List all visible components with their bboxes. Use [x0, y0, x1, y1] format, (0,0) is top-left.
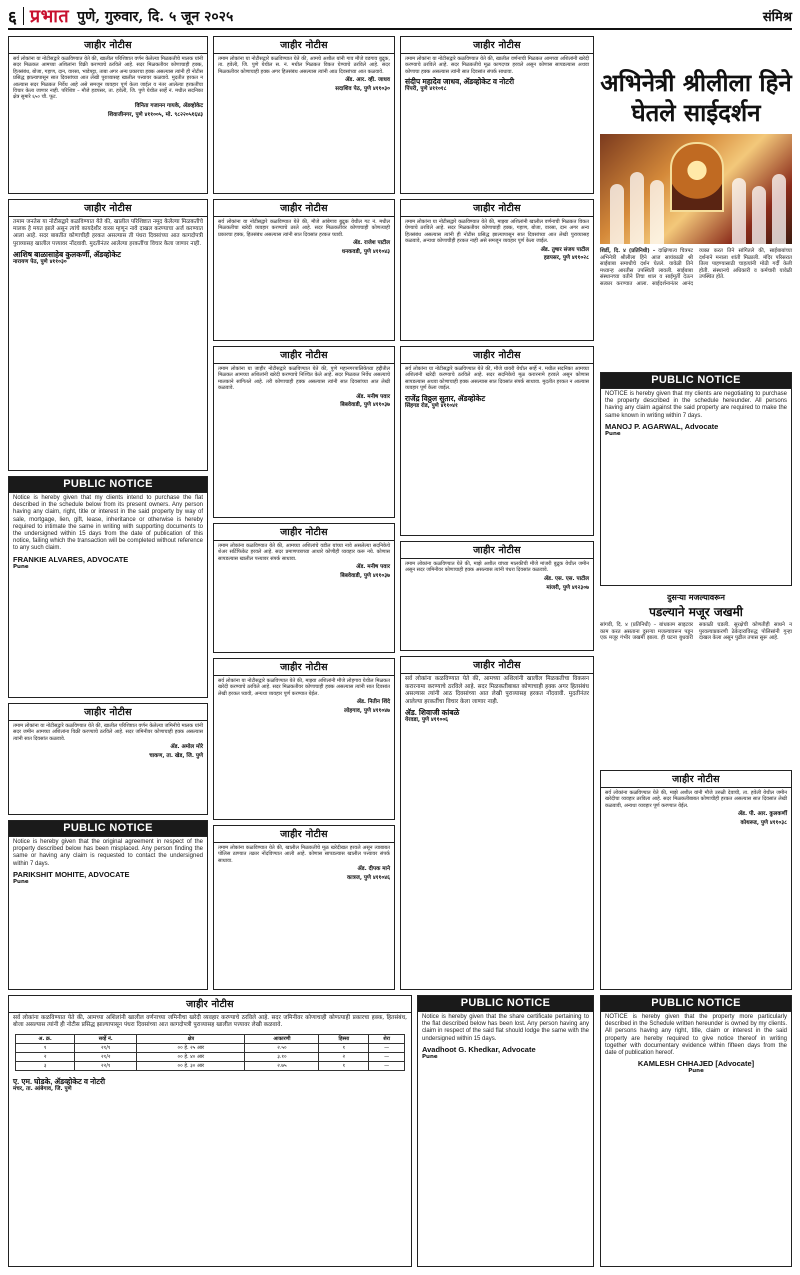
notice-address: बिबवेवाडी, पुणे ४११०३७ — [340, 573, 390, 580]
notice-heading: जाहीर नोटीस — [401, 200, 593, 217]
notice-address: Pune — [13, 563, 29, 570]
notice-heading: जाहीर नोटीस — [9, 996, 411, 1013]
notice-heading: जाहीर नोटीस — [9, 200, 207, 217]
table-cell: — — [369, 1052, 405, 1061]
notice-body: तमाम लोकांना या नोटीसद्वारे कळविण्यात येते की, खालील परिशिष्टात वर्णन केलेल्या जमिनीचे मालक यांनी सदर जमीन आमच्या अशिलांना विक्री करण्याचे ठरविले आहे. सदर जमिनीवर कोणाचाही हक्क असल्यास त्यांनी सात दिवसांत कळवावे. — [13, 723, 203, 742]
notice-address: बिबवेवाडी, पुणे ४११०३७ — [340, 402, 390, 409]
notice-heading: जाहीर नोटीस — [214, 37, 394, 54]
notice-body: तमाम जनतेस या नोटीसद्वारे कळविण्यात येते की, खालील परिशिष्टात नमूद केलेल्या मिळकतीचे मालक हे मयत झाले असून त्यांचे कायदेशीर वारस म्हणून नावे दाखल करण्याचा अर्ज करण्यात आला आहे. सदर बाबतीत कोणाचीही हरकत असल्यास ती पंधरा दिवसांच्या आत कागदोपत्री पुराव्यासह खालील पत्त्यावर नोंदवावी. मुदतीनंतर आलेल्या हरकतींचा विचार केला जाणार नाही. — [13, 219, 203, 247]
notice-e4 — [417, 995, 594, 1267]
table-header-row — [16, 1034, 405, 1043]
notice-body: सर्व लोकांना या नोटीसद्वारे कळविण्यात येते की, मौजे धायरी येथील सर्व्हे नं. मधील सदनिका आमच्या अशिलांनी खरेदी करण्याचे ठरविले आहे. सदर सदनिकेचे मूळ करारनामे हरवले असून कोणास सापडल्यास अथवा कोणाचाही हक्क असल्यास सात दिवसांत संपर्क साधावा. मुदतीत हरकत न आल्यास व्यवहार पूर्ण केला जाईल. — [405, 366, 589, 392]
notice-body: सर्व लोकांना या नोटीसद्वारे कळविण्यात येते की, खालील परिशिष्टात वर्णन केलेल्या मिळकतीचे मालक यांनी सदर मिळकत आमच्या अशिलांना विक्री करण्याचे ठरविले आहे. सदर मिळकतीवर कोणाचाही हक्क, हितसंबंध, बोजा, गहाण, दान, वारसा, भाडेपट्टा, ताबा अगर अन्य प्रकारचा हक्क असल्यास त्यांनी ही नोटीस प्रसिद्ध झाल्यापासून सात दिवसांच्या आत लेखी पुराव्यासह खालील पत्त्यावर कळवावे. मुदतीत हरकत न आल्यास सदर मिळकत निर्वेध आहे असे समजून व्यवहार पूर्ण केला जाईल व नंतर आलेल्या हरकतींचा विचार केला जाणार नाही. परिशिष्ट – मौजे हडपसर, ता. हवेली, जि. पुणे येथील सर्व्हे नं. मधील सदनिका क्षेत्र सुमारे ६५० चौ. फूट. — [13, 56, 203, 101]
notice-body: Notice is hereby given that my clients intend to purchase the flat described in the schedule below from its present owners. Any person having any claim, right, title or interest in the said property by way of sale, mortgage, lien, gift, lease, inheritance or otherwise is hereby required to intimate the same in writing with supporting documents to the undersigned within 15 days from the date of publication of this notice, failing which the transaction will be completed without reference to any such claim. — [13, 495, 203, 552]
notice-signer: KAMLESH CHHAJED [Advocate] — [637, 1059, 755, 1069]
notice-signer: ॲड. पी. आर. कुलकर्णी — [737, 811, 787, 818]
notice-body: सर्व लोकांना कळविण्यात येते की, आमच्या अशिलांनी खालील मिळकतीचा विकसन करारनामा करण्याचे ठरविले आहे. सदर मिळकतीबाबत कोणाचाही हक्क अगर हितसंबंध असल्यास त्यांनी आठ दिवसांच्या आत लेखी पुराव्यासह हरकत नोंदवावी. मुदतीनंतर आलेल्या हरकतींचा विचार केला जाणार नाही. — [405, 676, 589, 705]
table-cell: १ — [319, 1043, 369, 1052]
table-cell: — — [369, 1061, 405, 1070]
notice-heading: PUBLIC NOTICE — [9, 477, 207, 493]
notice-address: Pune — [422, 1053, 438, 1060]
table-row — [16, 1043, 405, 1052]
table-cell: १ — [16, 1043, 75, 1052]
notice-e3 — [600, 372, 792, 586]
table-cell: २२/१ — [75, 1061, 137, 1070]
paper-logo: प्रभात — [29, 6, 70, 27]
notice-n10 — [400, 346, 594, 536]
notice-address: येरवडा, पुणे ४११००६ — [405, 717, 449, 724]
notice-address: कात्रज, पुणे ४११०४६ — [347, 875, 390, 882]
notice-address: सदाशिव पेठ, पुणे ४११०३० — [335, 86, 390, 93]
notice-heading: PUBLIC NOTICE — [418, 996, 593, 1012]
notice-n8 — [213, 523, 395, 653]
notice-signer: ॲड. नितीन शिंदे — [356, 699, 390, 706]
notice-n14 — [213, 658, 395, 820]
schedule-table-wrap — [9, 1032, 411, 1073]
notice-heading: जाहीर नोटीस — [214, 200, 394, 217]
notice-body: Notice is hereby given that the original agreement in respect of the property described below has been misplaced. Any person finding the same or having any claim is requested to contact the undersigned within 7 days. — [13, 839, 203, 867]
notice-signer: ॲड. आर. व्ही. जाधव — [345, 77, 390, 84]
table-cell: १ — [319, 1061, 369, 1070]
notice-n6 — [213, 199, 395, 341]
notice-body: सर्व लोकांना या नोटीसद्वारे कळविण्यात येते की, माझ्या अशिलांनी मौजे लोहगाव येथील मिळकत खरेदी करण्याचे ठरविले आहे. सदर मिळकतीवर कोणाचाही हक्क असल्यास त्यांनी सात दिवसांत लेखी हरकत घ्यावी, अन्यथा व्यवहार पूर्ण करण्यात येईल. — [218, 678, 390, 697]
table-cell: ०० हे. ३० आर — [137, 1061, 245, 1070]
notice-body: Notice is hereby given that the share certificate pertaining to the flat described below has been lost. Any person having any claim in respect of the said flat should lodge the same with the undersigned within 15 days. — [422, 1014, 589, 1042]
notice-n7 — [213, 346, 395, 518]
notice-address: Pune — [688, 1068, 704, 1075]
notice-body: सर्व लोकांना कळविण्यात येते की, आमच्या अशिलांनी खालील वर्णनाच्या जमिनीचा खरेदी व्यवहार करण्याचे ठरविले आहे. सदर जमिनीवर कोणाचाही कोणत्याही प्रकारचा हक्क, हितसंबंध, बोजा असल्यास त्यांनी ही नोटीस प्रसिद्ध झाल्यापासून पंधरा दिवसांच्या आत कागदोपत्री पुराव्यासह खालील पत्त्यावर लेखी कळवावे. — [13, 1015, 407, 1029]
table-header-cell: आकारणी — [245, 1034, 319, 1043]
table-cell: ३.१० — [245, 1052, 319, 1061]
table-cell: २.७५ — [245, 1061, 319, 1070]
shrine-image — [670, 142, 724, 212]
news-story — [600, 592, 792, 642]
table-row — [16, 1052, 405, 1061]
notice-address: Pune — [13, 878, 29, 885]
table-cell: ३ — [16, 1061, 75, 1070]
notice-heading: जाहीर नोटीस — [401, 542, 593, 559]
notice-signer: ए. एम. घोडके, ॲडव्होकेट व नोटरी — [13, 1076, 106, 1086]
notice-signer: ॲड. एस. एस. पाटील — [543, 575, 589, 582]
person-figure — [732, 178, 746, 244]
notice-body: तमाम लोकांना कळविण्यात येते की, आमच्या अशिलांचे वडील यांच्या नावे असलेल्या सदनिकेचे शेअर सर्टिफिकेट हरवले आहे. सदर प्रमाणपत्राच्या आधारे कोणीही व्यवहार करू नये. कोणास सापडल्यास खालील पत्त्यावर संपर्क साधावा. — [218, 543, 390, 562]
table-header-cell: अ. क्र. — [16, 1034, 75, 1043]
table-cell: २ — [16, 1052, 75, 1061]
notice-heading: PUBLIC NOTICE — [601, 373, 791, 389]
notice-heading: PUBLIC NOTICE — [601, 996, 791, 1012]
notice-address: नारायण पेठ, पुणे ४११०३० — [13, 258, 67, 265]
notice-address: चाकण, ता. खेड, जि. पुणे — [149, 753, 203, 760]
feature-text — [600, 248, 792, 288]
notice-heading: जाहीर नोटीस — [214, 524, 394, 541]
person-figure — [610, 184, 624, 244]
notice-e5 — [600, 995, 792, 1267]
notice-heading: जाहीर नोटीस — [214, 659, 394, 676]
table-cell: २.५० — [245, 1043, 319, 1052]
notice-address: लोहगाव, पुणे ४११०४७ — [344, 708, 390, 715]
notice-e2 — [8, 820, 208, 990]
person-figure — [772, 174, 786, 244]
table-cell: २१/१ — [75, 1043, 137, 1052]
notice-n12 — [400, 656, 594, 990]
notice-signer: विनिता गजानन गायके, ॲडव्होकेट — [134, 102, 203, 109]
notice-body: तमाम लोकांना या नोटीसद्वारे कळविण्यात येते की, माझ्या अशिलांनी खालील वर्णनाची मिळकत विकत घेण्याचे ठरविले आहे. सदर मिळकतीवर कोणाचाही हक्क, गहाण, बोजा, वारसा, दान अगर अन्य हितसंबंध असल्यास त्यांनी ही नोटीस प्रसिद्ध झाल्यापासून सात दिवसांच्या आत लेखी पुराव्यासह कळवावे, अन्यथा कोणाचीही हरकत नाही असे समजून व्यवहार पूर्ण केला जाईल. — [405, 219, 589, 245]
notice-n16 — [8, 995, 412, 1267]
notice-address: शिवाजीनगर, पुणे ४११००५, मो. ९८२२०५१६४३ — [107, 111, 203, 118]
notice-body: तमाम लोकांना या नोटीसद्वारे कळविण्यात येते की, खालील वर्णनाची मिळकत आमच्या अशिलांनी खरेदी करण्याचे ठरविले आहे. सदर मिळकतीचे मूळ कागदपत्र हरवले असून कोणास सापडल्यास अथवा कोणाचा हक्क असल्यास त्यांनी सात दिवसांत संपर्क साधावा. — [405, 56, 589, 75]
notice-body: तमाम लोकांना या नोटीसद्वारे कळविण्यात येते की, आमचे अशील यांनी गाव मौजे वडगाव बुद्रुक, ता. हवेली, जि. पुणे येथील स. नं. मधील मिळकत विकत घेण्याचे ठरविले आहे. सदर मिळकतीवर कोणाचाही हक्क अगर हितसंबंध असल्यास त्यांनी आठ दिवसांच्या आत कळवावे. — [218, 56, 390, 75]
notice-signer: FRANKIE ALVARES, ADVOCATE — [13, 554, 129, 564]
notice-heading: जाहीर नोटीस — [9, 704, 207, 721]
notice-signer: आशिष बाळासाहेब कुलकर्णी, ॲडव्होकेट — [13, 249, 121, 259]
story-kicker: दुसऱ्या मजल्यावरून — [667, 592, 725, 602]
section-name: संमिश्र — [762, 10, 792, 25]
notice-signer: ॲड. तुषार संजय पाटील — [540, 246, 589, 253]
person-figure — [630, 172, 644, 244]
notice-n9 — [400, 199, 594, 341]
notice-heading: जाहीर नोटीस — [401, 657, 593, 674]
table-header-cell: क्षेत्र — [137, 1034, 245, 1043]
notice-signer: ॲड. शिवाजी कांबळे — [405, 708, 460, 718]
masthead — [8, 4, 792, 30]
notice-signer: संदीप महादेव जाधव, ॲडव्होकेट व नोटरी — [405, 77, 515, 87]
notice-n5 — [8, 199, 208, 471]
feature-photo — [600, 134, 792, 244]
notice-n13 — [8, 703, 208, 815]
schedule-table — [15, 1034, 405, 1071]
notice-signer: ॲड. राजेश पाटील — [352, 240, 390, 247]
table-cell: ०० हे. २५ आर — [137, 1043, 245, 1052]
notice-n15 — [213, 825, 395, 990]
notice-signer: ॲड. दीपक माने — [357, 866, 390, 873]
feature-headline: अभिनेत्री श्रीलीला हिने घेतले साईदर्शन — [600, 68, 792, 127]
notice-signer: ॲड. मनीष पवार — [356, 564, 390, 571]
notice-body: सर्व लोकांना कळविण्यात येते की, माझे अशील यांनी मौजे उरुळी देवाची, ता. हवेली येथील जमीन खरेदीचा व्यवहार ठरविला आहे. सदर मिळकतीबाबत कोणाचीही हरकत असल्यास सात दिवसांत लेखी कळवावी, अन्यथा व्यवहार पूर्ण करण्यात येईल. — [605, 790, 787, 809]
notice-address: हडपसर, पुणे ४११०२८ — [543, 255, 589, 262]
notice-body: तमाम लोकांना कळविण्यात येते की, खालील मिळकतीचे मूळ खरेदीखत हरवले असून त्याबाबत पोलिस ठाण्यात तक्रार नोंदविण्यात आली आहे. कोणास सापडल्यास खालील पत्त्यावर संपर्क साधावा. — [218, 845, 390, 864]
table-row — [16, 1061, 405, 1070]
story-body: सांगवी, दि. ४ (प्रतिनिधी) – बांधकाम साइटवर काम करत असताना दुसऱ्या मजल्यावरून पडून एक मजूर गंभीर जखमी झाला. ही घटना बुधवारी सकाळी घडली. सुरक्षेची कोणतीही साधने न पुरवल्याप्रकरणी ठेकेदाराविरुद्ध पोलिसांनी गुन्हा दाखल केला असून पुढील तपास सुरू आहे. — [600, 622, 792, 642]
notice-signer: Avadhoot G. Khedkar, Advocate — [422, 1044, 536, 1054]
table-header-cell: हिस्सा — [319, 1034, 369, 1043]
table-cell: २१/२ — [75, 1052, 137, 1061]
date-line: पुणे, गुरुवार, दि. ५ जून २०२५ — [77, 8, 234, 25]
feature-body: दाक्षिणात्य चित्रपट अभिनेत्री श्रीलीला हिने आज सायंकाळी श्री साईबाबा समाधीचे दर्शन घेतले. यावेळी तिने मध्यान्ह आरतीस उपस्थिती लावली. साईबाबा संस्थानच्या वतीने तिचा शाल व साईमूर्ती देऊन सत्कार करण्यात आला. साईदर्शनानंतर आनंद व्यक्त करत तिने सांगितले की, साईबाबांच्या दर्शनाने मनाला शांती मिळाली. मंदिर परिसरात तिला पाहण्यासाठी चाहत्यांनी मोठी गर्दी केली होती. संस्थानचे अधिकारी व कर्मचारी यावेळी उपस्थित होते. — [600, 248, 792, 287]
table-cell: २ — [319, 1052, 369, 1061]
notice-body: NOTICE is hereby given that the property more particularly described in the Schedule written hereunder is owned by my clients. All persons having any right, title, claim or interest in the said property are hereby required to give notice thereof in writing together with documentary evidence within fifteen days from the date of publication hereof. — [605, 1014, 787, 1057]
table-header-cell: सर्व्हे नं. — [75, 1034, 137, 1043]
notice-body: तमाम लोकांना या जाहीर नोटीसद्वारे कळविण्यात येते की, पुणे महानगरपालिकेच्या हद्दीतील मिळकत आमच्या अशिलांनी खरेदी करण्याचे निश्चित केले आहे. सदर मिळकत निर्वेध असल्याचे मालकाने सांगितले आहे. तरी कोणाचाही हक्क असल्यास त्यांनी सात दिवसांच्या आत लेखी कळवावे. — [218, 366, 390, 392]
notice-heading: जाहीर नोटीस — [401, 347, 593, 364]
notice-signer: MANOJ P. AGARWAL, Advocate — [605, 421, 719, 431]
notice-address: मंचर, ता. आंबेगाव, जि. पुणे — [13, 1085, 72, 1092]
notice-n2 — [213, 36, 395, 194]
notice-address: सिंहगड रोड, पुणे ४११०४१ — [405, 402, 458, 409]
notice-address: पिंपरी, पुणे ४११०१८ — [405, 86, 447, 93]
table-cell: ०० हे. ४० आर — [137, 1052, 245, 1061]
person-figure — [752, 186, 766, 244]
notice-n1 — [8, 36, 208, 194]
divider — [23, 7, 24, 25]
notice-n3 — [600, 770, 792, 990]
notice-heading: जाहीर नोटीस — [214, 347, 394, 364]
table-cell: — — [369, 1043, 405, 1052]
notice-n4 — [400, 36, 594, 194]
feature-dateline: शिर्डी, दि. ४ (प्रतिनिधी) – — [600, 248, 656, 254]
notice-body: सर्व लोकांना या नोटीसद्वारे कळविण्यात येते की, मौजे आंबेगाव बुद्रुक येथील गट नं. मधील मिळकतीचा खरेदी व्यवहार करण्याचे ठरले आहे. सदर मिळकतीवर कोणाचाही कोणत्याही प्रकारचा हक्क, हितसंबंध असल्यास त्यांनी सात दिवसांत हरकत घ्यावी. — [218, 219, 390, 238]
notice-body: NOTICE is hereby given that my clients are negotiating to purchase the property described in the schedule hereunder. All persons having any claim against the said property are required to make the same known in writing within 7 days. — [605, 391, 787, 419]
notice-heading: जाहीर नोटीस — [601, 771, 791, 788]
notice-heading: PUBLIC NOTICE — [9, 821, 207, 837]
notice-address: कोथरूड, पुणे ४११०३८ — [740, 820, 787, 827]
notice-heading: जाहीर नोटीस — [401, 37, 593, 54]
notice-signer: ॲड. अमोल मोरे — [170, 744, 203, 751]
notice-address: Pune — [605, 430, 621, 437]
notice-address: धनकवडी, पुणे ४११०४३ — [341, 249, 390, 256]
person-figure — [650, 180, 664, 244]
notice-heading: जाहीर नोटीस — [214, 826, 394, 843]
notice-signer: राजेंद्र विठ्ठल सुतार, ॲडव्होकेट — [405, 393, 486, 403]
notice-n11 — [400, 541, 594, 651]
notice-body: तमाम लोकांना कळविण्यात येते की, माझे अशील यांच्या मालकीची मौजे मांजरी बुद्रुक येथील जमीन असून सदर जमिनीवर कोणाचाही हक्क असल्यास त्यांनी पंधरा दिवसांत कळवावे. — [405, 561, 589, 574]
notice-signer: PARIKSHIT MOHITE, ADVOCATE — [13, 869, 130, 879]
notice-address: मांजरी, पुणे ४१२३०७ — [546, 584, 589, 591]
table-header-cell: शेरा — [369, 1034, 405, 1043]
notice-heading: जाहीर नोटीस — [9, 37, 207, 54]
notice-signer: ॲड. मनीष पवार — [356, 393, 390, 400]
notice-e1 — [8, 476, 208, 698]
page-number: ६ — [8, 7, 17, 28]
story-headline: पडल्याने मजूर जखमी — [649, 605, 743, 619]
